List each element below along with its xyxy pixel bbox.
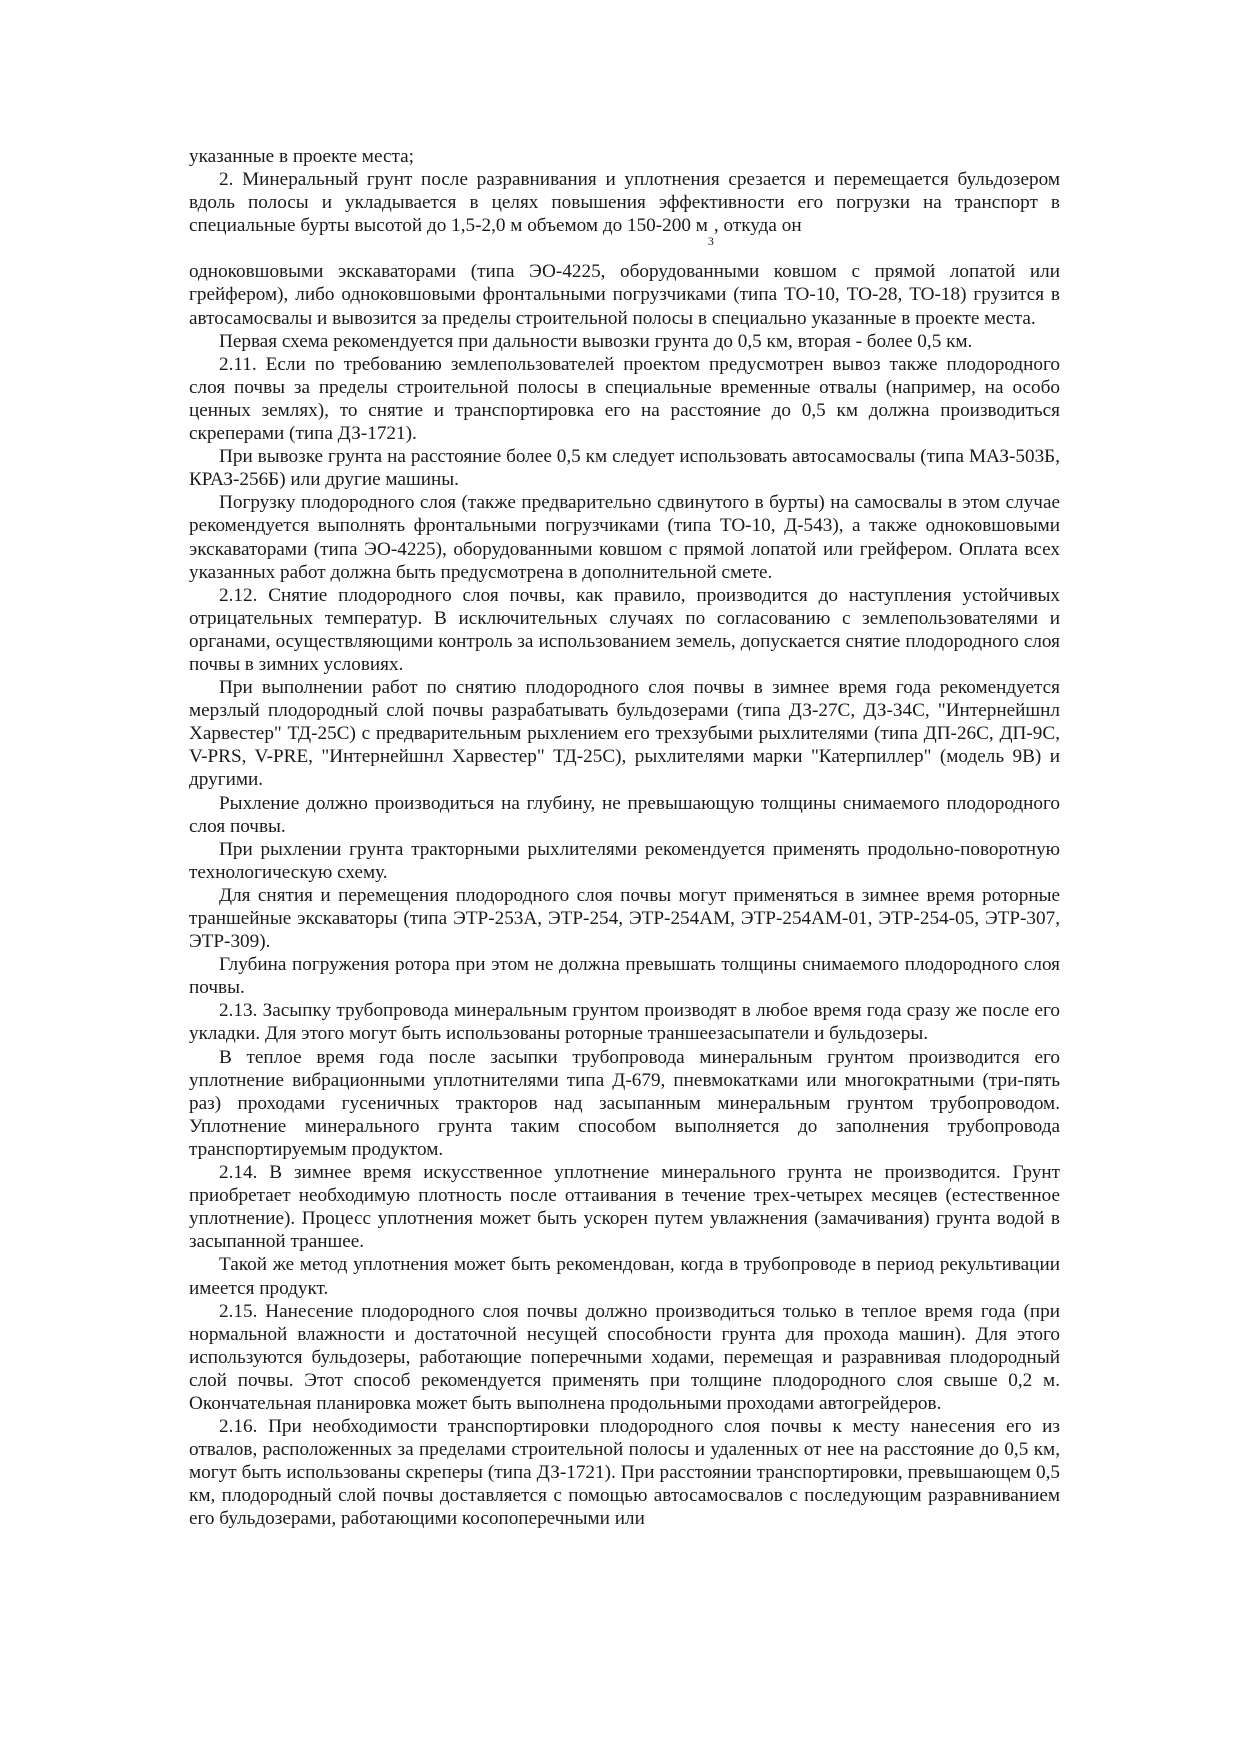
document-page (189, 145, 1060, 1531)
paragraph-2-14: 2.14. В зимнее время искусственное уплотнение минерального грунта не производится. Грунт приобретает необходимую плотность после оттаивания в течение трех-четырех месяцев (естественное уплотнение). Процесс уплотнения может быть ускорен путем увлажнения (замачивания) грунта водой в засыпанной траншее. (189, 1162, 1060, 1253)
paragraph-compaction-method: Такой же метод уплотнения может быть рекомендован, когда в трубопроводе в период рекультивации имеется продукт. (189, 1254, 1060, 1299)
paragraph-loosening-scheme: При рыхлении грунта тракторными рыхлителями рекомендуется применять продольно-поворотную технологическую схему. (189, 838, 1060, 883)
paragraph-warm-compaction: В теплое время года после засыпки трубопровода минеральным грунтом производится его уплотнение вибрационными уплотнителями типа Д-679, пневмокатками или многократными (три-пять раз) проходами гусеничных тракторов над засыпанным минеральным грунтом трубопроводом. Уплотнение минерального грунта таким способом выполняется до заполнения трубопровода транспортируемым продуктом. (189, 1046, 1060, 1160)
paragraph-2-16: 2.16. При необходимости транспортировки плодородного слоя почвы к месту нанесения его из отвалов, расположенных за пределами строительной полосы и удаленных от нее на расстояние до 0,5 км, могут быть использованы скреперы (типа ДЗ-1721). При расстоянии транспортировки, превышающем 0,5 км, плодородный слой почвы доставляется с помощью автосамосвалов с последующим разравниванием его бульдозерами, работающими косопоперечными или (189, 1416, 1060, 1530)
paragraph-2-mineral-soil (189, 168, 1060, 249)
paragraph-winter-works: При выполнении работ по снятию плодородного слоя почвы в зимнее время года рекомендуется мерзлый плодородный слой почвы разрабатывать бульдозерами (типа ДЗ-27С, ДЗ-34С, "Интернейшнл Харвестер" ТД-25С) с предварительным рыхлением его трехзубыми рыхлителями (типа ДП-26С, ДП-9С, V-PRS, V-PRE, "Интернейшнл Харвестер" ТД-25С), рыхлителями марки "Катерпиллер" (модель 9В) и другими. (189, 677, 1060, 791)
paragraph-trench-excavators: Для снятия и перемещения плодородного слоя почвы могут применяться в зимнее время роторные траншейные экскаваторы (типа ЭТР-253А, ЭТР-254, ЭТР-254АМ, ЭТР-254АМ-01, ЭТР-254-05, ЭТР-307, ЭТР-309). (189, 884, 1060, 953)
paragraph-scheme-note: Первая схема рекомендуется при дальности вывозки грунта до 0,5 км, вторая - более 0,5 км. (219, 330, 973, 352)
paragraph-intro-tail: указанные в проекте места; (189, 146, 414, 167)
paragraph-2-11: 2.11. Если по требованию землепользователей проектом предусмотрен вывоз также плодородного слоя почвы за пределы строительной полосы в специальные временные отвалы (например, на особо ценных землях), то снятие и транспортировка его на расстояние до 0,5 км должна производиться скреперами (типа ДЗ-1721). (189, 353, 1060, 445)
paragraph-loosening-depth: Рыхление должно производиться на глубину, не превышающую толщины снимаемого плодородного слоя почвы. (189, 792, 1060, 837)
paragraph-2-continuation: одноковшовыми экскаваторами (типа ЭО-4225, оборудованными ковшом с прямой лопатой или грейфером), либо одноковшовыми фронтальными погрузчиками (типа ТО-10, ТО-28, ТО-18) грузится в автосамосвалы и вывозится за пределы строительной полосы в специально указанные в проекте места. (189, 261, 1060, 329)
cubic-superscript: 3 (707, 234, 714, 249)
paragraph-2-15: 2.15. Нанесение плодородного слоя почвы должно производиться только в теплое время года (при нормальной влажности и достаточной несущей способности грунта для прохода машин). Для этого используются бульдозеры, работающие поперечными ходами, перемещая и разравнивая плодородный слой почвы. Этот способ рекомендуется применять при толщине плодородного слоя свыше 0,2 м. Окончательная планировка может быть выполнена продольными проходами автогрейдеров. (189, 1300, 1060, 1414)
paragraph-text: 2. Минеральный грунт после разравнивания и уплотнения срезается и перемещается бульдозером вдоль полосы и укладывается в целях повышения эффективности его погрузки на транспорт в специальные бурты высотой до 1,5-2,0 м объемом до 150-200 м (189, 169, 1060, 237)
paragraph-rotor-depth: Глубина погружения ротора при этом не должна превышать толщины снимаемого плодородного слоя почвы. (189, 954, 1060, 999)
paragraph-2-13: 2.13. Засыпку трубопровода минеральным грунтом производят в любое время года сразу же после его укладки. Для этого могут быть использованы роторные траншеезасыпатели и бульдозеры. (189, 1000, 1060, 1045)
paragraph-transport-distance: При вывозке грунта на расстояние более 0,5 км следует использовать автосамосвалы (типа МАЗ-503Б, КРАЗ-256Б) или другие машины. (189, 446, 1060, 491)
line-gap (189, 237, 1060, 260)
paragraph-2-12: 2.12. Снятие плодородного слоя почвы, как правило, производится до наступления устойчивых отрицательных температур. В исключительных случаях по согласованию с землепользователями и органами, осуществляющими контроль за использованием земель, допускается снятие плодородного слоя почвы в зимних условиях. (189, 584, 1060, 675)
paragraph-loading: Погрузку плодородного слоя (также предварительно сдвинутого в бурты) на самосвалы в этом случае рекомендуется выполнять фронтальными погрузчиками (типа ТО-10, Д-543), а также одноковшовыми экскаваторами (типа ЭО-4225), оборудованными ковшом с прямой лопатой или грейфером. Оплата всех указанных работ должна быть предусмотрена в дополнительной смете. (189, 492, 1060, 583)
paragraph-text-tail: , откуда он (713, 215, 802, 237)
